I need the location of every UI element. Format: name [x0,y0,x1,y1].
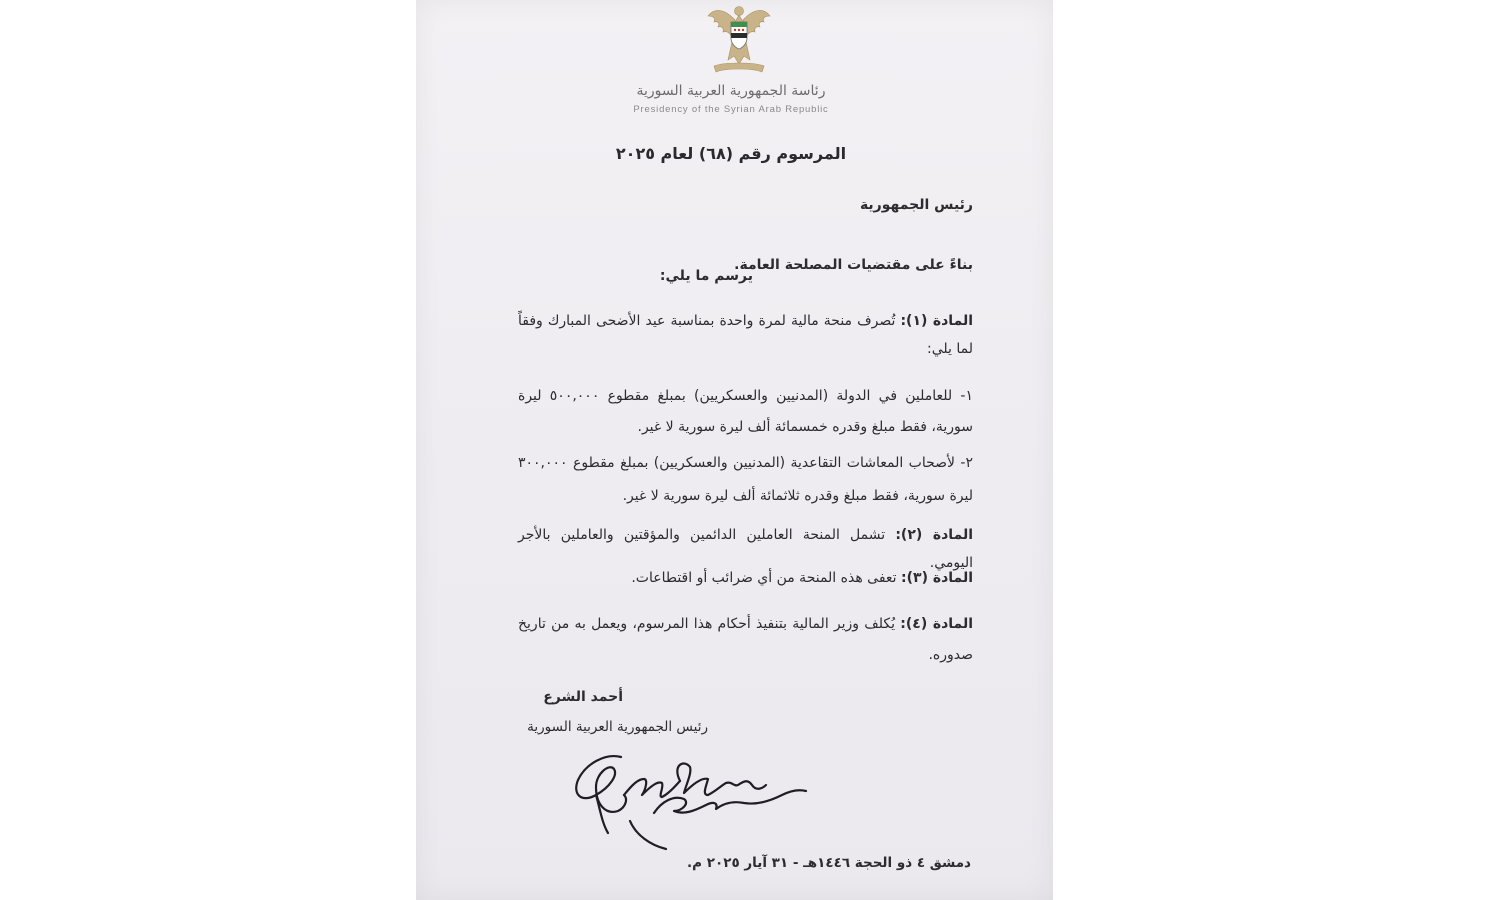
decrees-as-follows: يرسم ما يلي: [659,268,753,284]
syrian-eagle-emblem-icon [704,2,774,74]
article-3-label: المادة (٣): [901,570,973,586]
decree-document [416,0,1053,900]
handwritten-signature-icon [566,745,816,860]
signatory-title: رئيس الجمهورية العربية السورية [527,719,708,735]
signatory-name: أحمد الشرع [543,689,623,705]
article-4-text: يُكلف وزير المالية بتنفيذ أحكام هذا المرسوم، ويعمل به من تاريخ صدوره. [518,616,973,663]
article-3 [518,564,973,592]
article-2-text: تشمل المنحة العاملين الدائمين والمؤقتين والعاملين بالأجر اليومي. [518,527,973,571]
article-2-label: المادة (٢): [895,527,974,543]
presidency-arabic-name: رئاسة الجمهورية العربية السورية [636,83,826,99]
place-and-date: دمشق ٤ ذو الحجة ١٤٤٦هـ - ٣١ آيار ٢٠٢٥ م. [687,855,971,871]
president-heading: رئيس الجمهورية [859,197,973,213]
decree-title: المرسوم رقم (٦٨) لعام ٢٠٢٥ [615,144,847,163]
article-3-text: تعفى هذه المنحة من أي ضرائب أو اقتطاعات. [631,570,897,586]
article-1-label: المادة (١): [900,313,974,329]
article-1-item-2: ٢- لأصحاب المعاشات التقاعدية (المدنيين والعسكريين) بمبلغ مقطوع ٣٠٠,٠٠٠ ليرة سورية، فقط مبلغ وقدره ثلاثمائة ألف ليرة سورية لا غير. [518,455,973,504]
article-1-text: تُصرف منحة مالية لمرة واحدة بمناسبة عيد الأضحى المبارك وفقاً لما يلي: [518,313,973,357]
article-4 [518,609,973,671]
article-1-item-1: ١- للعاملين في الدولة (المدنيين والعسكريين) بمبلغ مقطوع ٥٠٠,٠٠٠ ليرة سورية، فقط مبلغ وقدره خمسمائة ألف ليرة سورية لا غير. [518,388,973,435]
article-4-label: المادة (٤): [900,616,973,632]
article-1 [518,307,973,363]
preamble: بناءً على مقتضيات المصلحة العامة. [734,257,973,273]
presidency-english-name: Presidency of the Syrian Arab Republic [633,104,829,115]
